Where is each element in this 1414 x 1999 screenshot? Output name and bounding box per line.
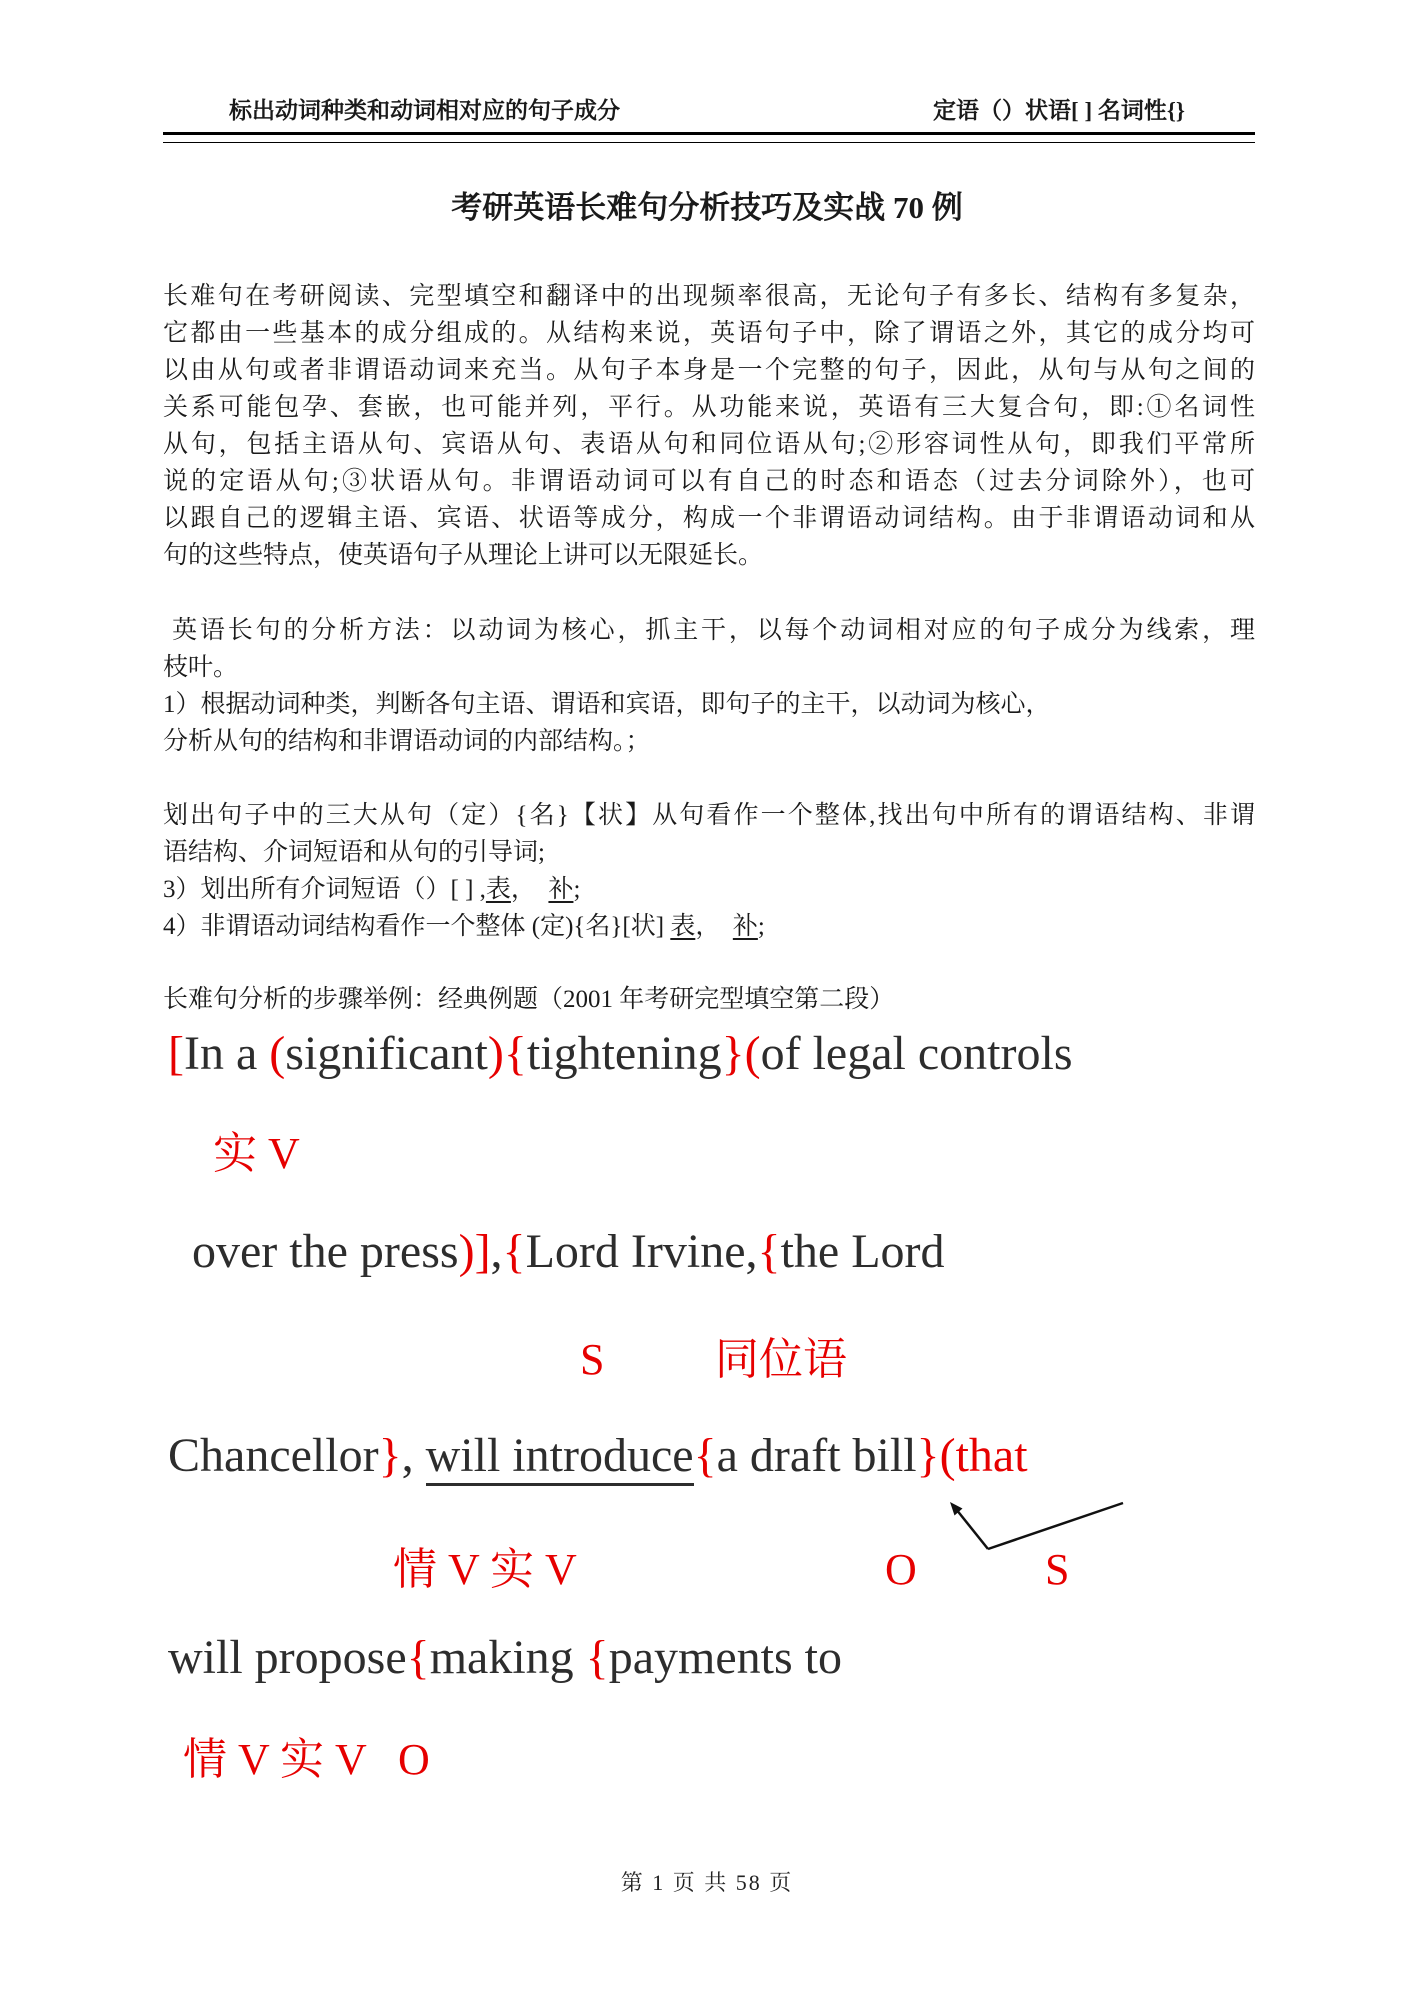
sentence-segment: }: [378, 1429, 402, 1482]
sentence-line-1: [168, 1028, 1073, 1081]
sentence-segment: }: [916, 1429, 940, 1482]
sentence-segment: {: [585, 1631, 609, 1684]
sentence-segment: In a: [183, 1027, 270, 1080]
method-line: 分析从句的结构和非谓语动词的内部结构。；: [163, 728, 651, 755]
sentence-segment: 表: [670, 913, 696, 940]
method-line: 英语长句的分析方法：以动词为核心，抓主干，以每个动词相对应的句子成分为线索，理: [163, 617, 1255, 644]
sentence-segment: {: [693, 1429, 717, 1482]
sentence-segment: over the press: [192, 1225, 459, 1278]
intro-line: 以跟自己的逻辑主语、宾语、状语等成分，构成一个非谓语动词结构。由于非谓语动词和从: [163, 505, 1255, 532]
document-title: 考研英语长难句分析技巧及实战 70 例: [451, 190, 963, 225]
page-header: [163, 92, 1255, 143]
sentence-segment: 表: [485, 876, 511, 903]
annotation-s: S: [580, 1335, 605, 1384]
annotation-bottom-o: O: [398, 1735, 430, 1784]
steps-line: 语结构、介词短语和从句的引导词;: [163, 839, 545, 866]
sentence-line-4: [168, 1632, 842, 1685]
intro-line: 长难句在考研阅读、完型填空和翻译中的出现频率很高，无论句子有多长、结构有多复杂，: [163, 283, 1255, 310]
sentence-segment: [: [168, 1027, 184, 1080]
page-footer: 第 1 页 共 58 页: [620, 1870, 794, 1895]
annotation-o: O: [885, 1545, 917, 1594]
header-rule-thick: [163, 132, 1255, 135]
sentence-segment: Chancellor: [168, 1429, 379, 1482]
sentence-segment: {: [502, 1225, 526, 1278]
method-paragraph: [163, 612, 1255, 760]
sentence-segment: )]: [458, 1225, 491, 1278]
sentence-segment: the Lord: [780, 1225, 945, 1278]
sentence-segment: Lord Irvine,: [525, 1225, 758, 1278]
sentence-segment: payments to: [608, 1631, 843, 1684]
method-line: 1）根据动词种类，判断各句主语、谓语和宾语，即句子的主干，以动词为核心，: [163, 691, 1051, 718]
annotation-shi-v: 实 V: [213, 1129, 300, 1178]
sentence-segment: 补: [732, 913, 758, 940]
sentence-segment: (that: [939, 1429, 1028, 1482]
sentence-line-3: [168, 1430, 1028, 1483]
sentence-segment: ,: [401, 1429, 426, 1482]
method-line: 枝叶。: [163, 654, 239, 681]
header-left-text: 标出动词种类和动词相对应的句子成分: [229, 98, 620, 123]
annotation-qing-v-shi-v: 情 V 实 V: [393, 1545, 577, 1594]
sentence-segment: (: [269, 1027, 286, 1080]
intro-line: 句的这些特点，使英语句子从理论上讲可以无限延长。: [163, 542, 764, 569]
sentence-segment: ,: [490, 1225, 503, 1278]
sentence-segment: {: [406, 1631, 430, 1684]
sentence-segment: {: [757, 1225, 781, 1278]
intro-line: 关系可能包孕、套嵌，也可能并列，平行。从功能来说，英语有三大复合句，即:①名词性: [163, 394, 1255, 421]
steps-line: 划出句子中的三大从句（定）{名}【状】从句看作一个整体,找出句中所有的谓语结构、非谓: [163, 802, 1255, 829]
sentence-segment: ;: [757, 913, 765, 940]
sentence-segment: ;: [573, 876, 581, 903]
sentence-segment: will introduce: [426, 1429, 694, 1486]
sentence-segment: 补: [548, 876, 574, 903]
sentence-segment: significant: [285, 1027, 488, 1080]
sentence-segment: making: [429, 1631, 586, 1684]
intro-line: 从句，包括主语从句、宾语从句、表语从句和同位语从句;②形容词性从句，即我们平常所: [163, 431, 1255, 458]
intro-paragraph: [163, 278, 1255, 574]
sentence-segment: a draft bill: [716, 1429, 917, 1482]
sentence-segment: ，: [510, 876, 549, 903]
sentence-segment: 3）划出所有介词短语（）[ ] ,: [163, 876, 486, 903]
sentence-line-2: [192, 1226, 945, 1279]
sentence-segment: tightening: [526, 1027, 722, 1080]
sentence-segment: ，: [695, 913, 733, 940]
sentence-segment: will propose: [168, 1631, 407, 1684]
intro-line: 以由从句或者非谓语动词来充当。从句子本身是一个完整的句子，因此，从句与从句之间的: [163, 357, 1255, 384]
sentence-segment: ): [487, 1027, 504, 1080]
sentence-segment: {: [503, 1027, 527, 1080]
annotation-bottom-qvsv: 情 V 实 V: [183, 1735, 367, 1784]
intro-line: 它都由一些基本的成分组成的。从结构来说，英语句子中，除了谓语之外，其它的成分均可: [163, 320, 1255, 347]
steps-paragraph: [163, 797, 1255, 945]
steps-line: [163, 908, 1255, 945]
header-right-text: 定语（）状语[ ] 名词性{}: [933, 98, 1185, 123]
sentence-segment: 4）非谓语动词结构看作一个整体 (定){名}[状]: [163, 913, 671, 940]
example-caption: 长难句分析的步骤举例：经典例题（2001 年考研完型填空第二段）: [163, 986, 895, 1013]
sentence-segment: of legal controls: [760, 1027, 1073, 1080]
header-rule-thin: [163, 142, 1255, 143]
sentence-segment: }: [721, 1027, 745, 1080]
steps-line: [163, 871, 1255, 908]
sentence-segment: (: [744, 1027, 761, 1080]
pointer-arrow: [930, 1493, 1140, 1563]
annotation-tongweiyu: 同位语: [715, 1335, 847, 1384]
annotation-s2: S: [1045, 1545, 1070, 1594]
intro-line: 说的定语从句;③状语从句。非谓语动词可以有自己的时态和语态（过去分词除外），也可: [163, 468, 1255, 495]
